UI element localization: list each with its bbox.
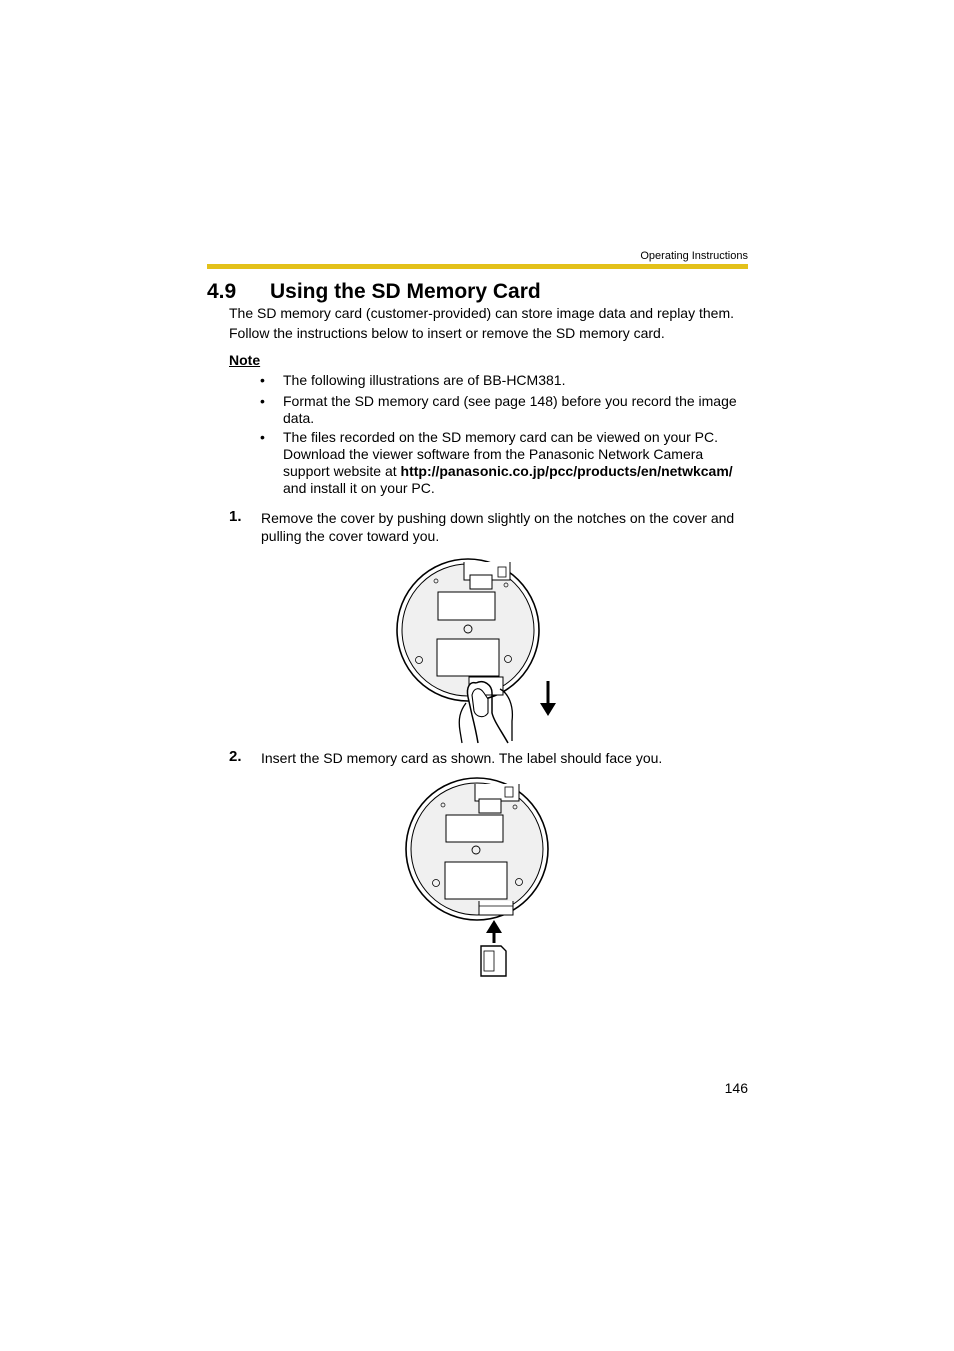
step-2-number: 2. [229, 748, 242, 765]
step-1-number: 1. [229, 508, 242, 525]
note-item-3-text-after: and install it on your PC. [283, 480, 435, 496]
step-2-text: Insert the SD memory card as shown. The label should face you. [261, 750, 663, 766]
running-header: Operating Instructions [640, 250, 748, 262]
remove-cover-illustration [380, 553, 570, 745]
section-title: Using the SD Memory Card [270, 280, 541, 303]
note-item-3-text-before: The files recorded on the SD memory card can be viewed on your PC. Download the viewer software from the Panasonic Network Camera support website at [283, 429, 718, 479]
note-heading: Note [229, 352, 261, 368]
support-website-link[interactable]: http://panasonic.co.jp/pcc/products/en/netwkcam/ [400, 463, 733, 479]
insert-sd-card-illustration [395, 777, 560, 980]
header-rule [207, 264, 748, 269]
intro-line-1: The SD memory card (customer-provided) can store image data and replay them. [229, 305, 734, 321]
note-item-3 [283, 429, 749, 497]
note-item-1: The following illustrations are of BB-HCM381. [283, 372, 566, 388]
bullet-symbol: • [260, 393, 265, 409]
intro-line-2: Follow the instructions below to insert or remove the SD memory card. [229, 325, 665, 341]
section-number: 4.9 [207, 280, 237, 303]
bullet-symbol: • [260, 429, 265, 445]
note-item-2: Format the SD memory card (see page 148) before you record the image data. [283, 393, 737, 426]
page-number: 146 [724, 1080, 748, 1096]
bullet-symbol: • [260, 372, 265, 388]
step-1-text: Remove the cover by pushing down slightly on the notches on the cover and pulling the cover toward you. [261, 510, 735, 544]
